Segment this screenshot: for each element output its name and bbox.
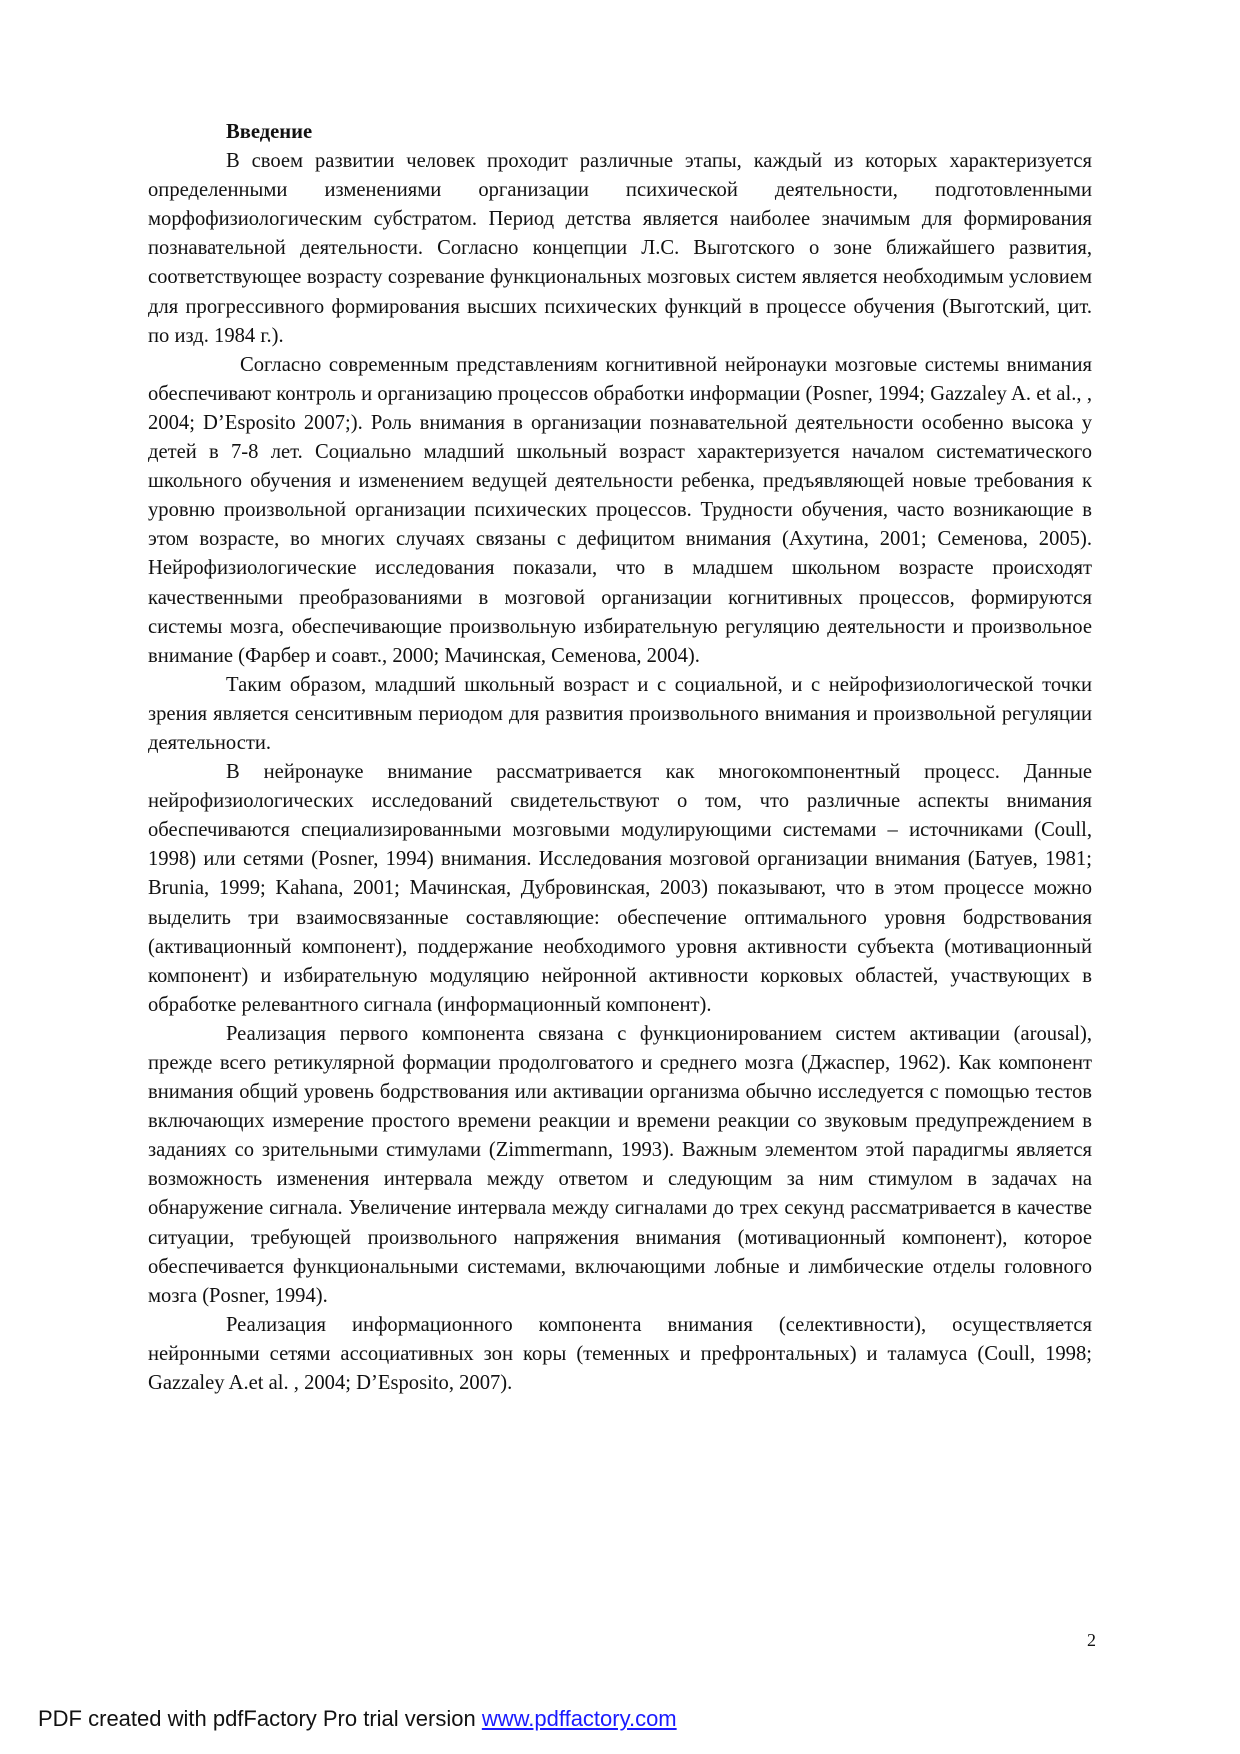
paragraph-6: Реализация информационного компонента внимания (селективности), осуществляется нейронными сетями ассоциативных зон коры (теменных и префронтальных) и таламуса (Coull, 1998; Gazzaley A.et al. , 2004; D’Esposito, 2007).	[148, 1313, 1092, 1395]
paragraph-2: Согласно современным представлениям когнитивной нейронауки мозговые системы внимания обеспечивают контроль и организацию процессов обработки информации (Posner, 1994; Gazzaley A. et al., , 2004; D’Esposito 2007;). Роль внимания в организации познавательной деятельности особенно высока у детей в 7-8 лет. Социально младший школьный возраст характеризуется началом систематического школьного обучения и изменением ведущей деятельности ребенка, предъявляющей новые требования к уровню произвольной организации психических процессов. Трудности обучения, часто возникающие в этом возрасте, во многих случаях связаны с дефицитом внимания (Ахутина, 2001; Семенова, 2005). Нейрофизиологические исследования показали, что в младшем школьном возрасте происходят качественными преобразованиями в мозговой организации когнитивных процессов, формируются системы мозга, обеспечивающие произвольную избирательную регуляцию деятельности и произвольное внимание (Фарбер и соавт., 2000; Мачинская, Семенова, 2004).	[148, 353, 1092, 667]
paragraph-1: В своем развитии человек проходит различные этапы, каждый из которых характеризуется определенными изменениями организации психической деятельности, подготовленными морфофизиологическим субстратом. Период детства является наиболее значимым для формирования познавательной деятельности. Согласно концепции Л.С. Выготского о зоне ближайшего развития, соответствующее возрасту созревание функциональных мозговых систем является необходимым условием для прогрессивного формирования высших психических функций в процессе обучения (Выготский, цит. по изд. 1984 г.).	[148, 150, 1092, 347]
paragraph-4: В нейронауке внимание рассматривается как многокомпонентный процесс. Данные нейрофизиологических исследований свидетельствуют о том, что различные аспекты внимания обеспечиваются специализированными мозговыми модулирующими системами – источниками (Coull, 1998) или сетями (Posner, 1994) внимания. Исследования мозговой организации внимания (Батуев, 1981; Brunia, 1999; Kahana, 2001; Мачинская, Дубровинская, 2003) показывают, что в этом процессе можно выделить три взаимосвязанные составляющие: обеспечение оптимального уровня бодрствования (активационный компонент), поддержание необходимого уровня активности субъекта (мотивационный компонент) и избирательную модуляцию нейронной активности корковых областей, участвующих в обработке релевантного сигнала (информационный компонент).	[148, 761, 1092, 1016]
document-body	[148, 118, 1092, 1398]
page-number: 2	[1087, 1630, 1096, 1650]
watermark-link[interactable]: www.pdffactory.com	[481, 1706, 677, 1731]
paragraph-5: Реализация первого компонента связана с функционированием систем активации (arousal), прежде всего ретикулярной формации продолговатого и среднего мозга (Джаспер, 1962). Как компонент внимания общий уровень бодрствования или активации организма обычно исследуется с помощью тестов включающих измерение простого времени реакции и времени реакции со звуковым предупреждением в заданиях со зрительными стимулами (Zimmermann, 1993). Важным элементом этой парадигмы является возможность изменения интервала между ответом и следующим за ним стимулом в задачах на обнаружение сигнала. Увеличение интервала между сигналами до трех секунд рассматривается в качестве ситуации, требующей произвольного напряжения внимания (мотивационный компонент), которое обеспечивается функциональными системами, включающими лобные и лимбические отделы головного мозга (Posner, 1994).	[148, 1022, 1092, 1307]
pdf-watermark	[38, 1706, 677, 1732]
watermark-text: PDF created with pdfFactory Pro trial version	[38, 1706, 482, 1731]
paragraph-3: Таким образом, младший школьный возраст и с социальной, и с нейрофизиологической точки зрения является сенситивным периодом для развития произвольного внимания и произвольной регуляции деятельности.	[148, 673, 1092, 754]
section-heading: Введение	[226, 121, 313, 143]
